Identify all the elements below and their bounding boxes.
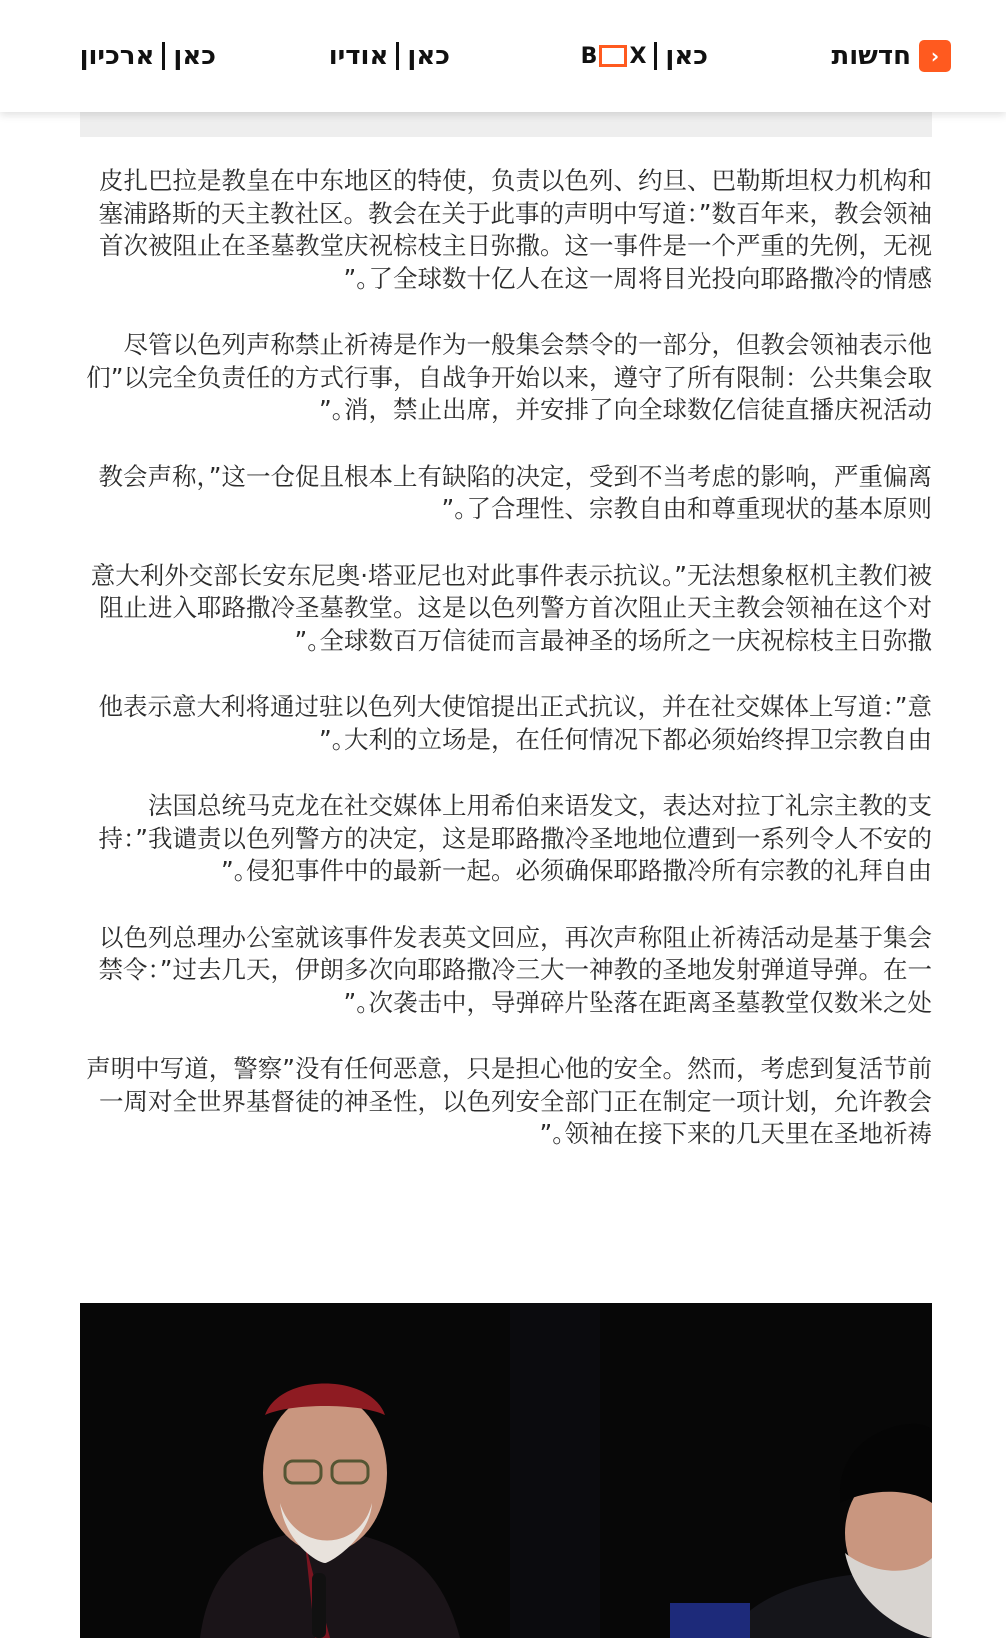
brand-divider: [654, 42, 657, 70]
article-paragraph: 皮扎巴拉是教皇在中东地区的特使，负责以色列、约旦、巴勒斯坦权力机构和塞浦路斯的天主教社区。教会在关于此事的声明中写道：”数百年来，教会领袖首次被阻止在圣墓教堂庆祝棕枝主日弥撒。这一事件是一个严重的先例，无视了全球数十亿人在这一周将目光投向耶路撒冷的情感。”: [98, 166, 932, 293]
article-photo: [80, 1303, 932, 1638]
article-paragraph: 他表示意大利将通过驻以色列大使馆提出正式抗议，并在社交媒体上写道：”意大利的立场是，在任何情况下都必须始终捍卫宗教自由。”: [98, 692, 932, 754]
brand-news-label: חדשות: [831, 41, 911, 71]
brand-news-link[interactable]: [831, 36, 951, 76]
article-paragraph: 意大利外交部长安东尼奥·塔亚尼也对此事件表示抗议。”无法想象枢机主教们被阻止进入耶路撒冷圣墓教堂。这是以色列警方首次阻止天主教会领袖在这个对全球数百万信徒而言最神圣的场所之一庆祝棕枝主日弥撒。”: [90, 560, 932, 655]
brand-audio-suffix: אודיו: [328, 41, 389, 71]
article-paragraph: 以色列总理办公室就该事件发表英文回应，再次声称阻止祈祷活动是基于集会禁令：”过去几天，伊朗多次向耶路撒冷三大一神教的圣地发射弹道导弹。在一次袭击中，导弹碎片坠落在距离圣墓教堂仅数米之处。”: [98, 922, 932, 1017]
top-navigation-bar: [0, 0, 1006, 112]
article-paragraph: 法国总统马克龙在社交媒体上用希伯来语发文，表达对拉丁礼宗主教的支持：”我谴责以色列警方的决定，这是耶路撒冷圣地地位遭到一系列令人不安的侵犯事件中的最新一起。必须确保耶路撒冷所有宗教的礼拜自由。”: [98, 791, 932, 885]
brand-audio-link[interactable]: [329, 36, 450, 76]
article-body: [80, 165, 932, 1185]
article-paragraph: 声明中写道，警察”没有任何恶意，只是担心他的安全。然而，考虑到复活节前一周对全世界基督徒的神圣性，以色列安全部门正在制定一项计划，允许教会领袖在接下来的几天里在圣地祈祷。”: [86, 1054, 932, 1148]
brand-divider: [162, 42, 165, 70]
article-paragraph: 教会声称，”这一仓促且根本上有缺陷的决定，受到不当考虑的影响，严重偏离了合理性、宗教自由和尊重现状的基本原则。”: [98, 461, 932, 523]
brand-divider: [396, 42, 399, 70]
photo-illustration: [80, 1303, 932, 1638]
brand-box-link[interactable]: [575, 36, 708, 76]
brand-audio-prefix: כאן: [407, 41, 450, 71]
brand-archive-prefix: כאן: [173, 41, 216, 71]
brand-archive-suffix: ארכיון: [79, 41, 155, 71]
news-arrow-icon: ‹: [919, 40, 951, 72]
box-logo-icon: B X: [580, 43, 647, 69]
brand-archive-link[interactable]: [80, 36, 216, 76]
article-paragraph: 尽管以色列声称禁止祈祷是作为一般集会禁令的一部分，但教会领袖表示他们”以完全负责任的方式行事，自战争开始以来，遵守了所有限制：公共集会取消，禁止出席，并安排了向全球数亿信徒直播庆祝活动。”: [86, 330, 932, 424]
brand-box-prefix: כאן: [665, 41, 708, 71]
